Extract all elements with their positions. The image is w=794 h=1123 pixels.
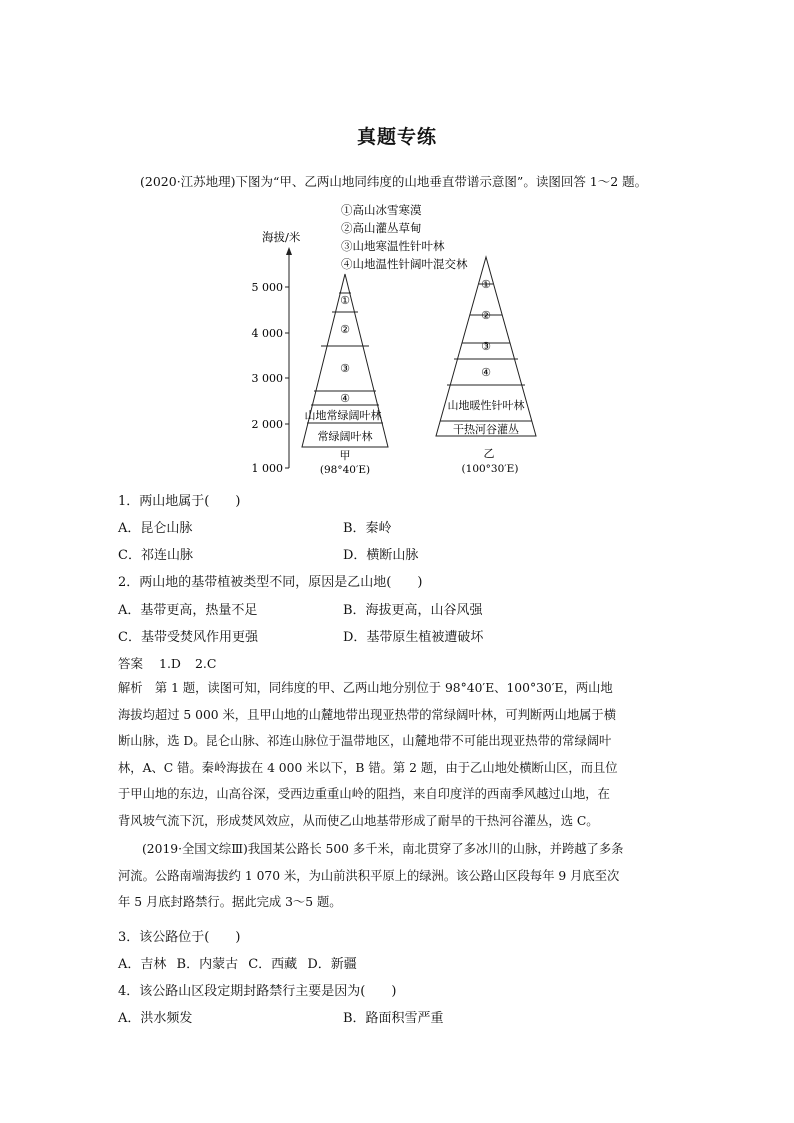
jia-base-label-1: 山地常绿阔叶林 bbox=[304, 409, 382, 422]
q1-option-b[interactable]: B．秦岭 bbox=[343, 521, 392, 536]
q2-option-d[interactable]: D．基带原生植被遭破坏 bbox=[343, 630, 484, 645]
q3-options bbox=[118, 953, 357, 972]
yi-base-label-2: 干热河谷灌丛 bbox=[453, 423, 519, 436]
y-axis-arrow bbox=[286, 247, 292, 255]
answer-1: 1.D bbox=[159, 656, 181, 671]
mountain-jia-labels bbox=[305, 294, 382, 476]
q4-option-a[interactable]: A．洪水频发 bbox=[118, 1011, 193, 1026]
q2-option-a[interactable]: A．基带更高，热量不足 bbox=[118, 603, 258, 618]
analysis-line: 解析 第 1 题，读图可知，同纬度的甲、乙两山地分别位于 98°40′E、100°30′E，两山地 bbox=[118, 681, 613, 695]
legend-item-4: ④山地温性针阔叶混交林 bbox=[341, 257, 468, 271]
jia-zone-3: ③ bbox=[340, 362, 350, 375]
analysis-block bbox=[118, 675, 688, 834]
y-tick-4000: 4 000 bbox=[251, 327, 283, 340]
q3-option-a[interactable]: A．吉林 bbox=[118, 957, 167, 972]
q3-option-d[interactable]: D．新疆 bbox=[307, 957, 357, 972]
question-intro-1: (2020·江苏地理)下图为“甲、乙两山地同纬度的山地垂直带谱示意图”。读图回答 1～2 题。 bbox=[140, 174, 648, 189]
y-axis-label: 海拔/米 bbox=[262, 230, 301, 244]
analysis-line: 林，A、C 错。秦岭海拔在 4 000 米以下，B 错。第 2 题，由于乙山地处横断山区，而且位 bbox=[118, 760, 618, 775]
y-tick-1000: 1 000 bbox=[251, 462, 283, 475]
q3-option-b[interactable]: B．内蒙古 bbox=[176, 957, 239, 972]
yi-zone-1: ① bbox=[481, 278, 491, 291]
jia-zone-2: ② bbox=[340, 323, 350, 336]
jia-base-label-2: 常绿阔叶林 bbox=[317, 430, 373, 443]
jia-name: 甲 bbox=[339, 449, 351, 462]
y-axis-ticks bbox=[252, 281, 290, 475]
page-title: 真题专练 bbox=[356, 126, 437, 148]
q1-option-c[interactable]: C．祁连山脉 bbox=[118, 548, 193, 563]
jia-coord: (98°40′E) bbox=[319, 464, 371, 476]
analysis-line: 于甲山地的东边，山高谷深，受西边重重山岭的阻挡，来自印度洋的西南季风越过山地，在 bbox=[118, 787, 610, 801]
legend-item-3: ③山地寒温性针叶林 bbox=[341, 239, 445, 253]
q1-stem: 1．两山地属于( ) bbox=[118, 494, 241, 509]
y-tick-3000: 3 000 bbox=[251, 372, 283, 385]
q1-option-a[interactable]: A．昆仑山脉 bbox=[118, 521, 193, 536]
yi-zone-3: ③ bbox=[481, 340, 491, 353]
q2-stem: 2．两山地的基带植被类型不同，原因是乙山地( ) bbox=[118, 575, 423, 590]
q4-option-b[interactable]: B．路面积雪严重 bbox=[343, 1011, 444, 1026]
yi-base-label-1: 山地暖性针叶林 bbox=[447, 399, 525, 412]
yi-name: 乙 bbox=[483, 447, 495, 460]
vertical-zonation-figure bbox=[0, 195, 794, 495]
mountain-yi-labels bbox=[448, 278, 525, 475]
analysis-line: 海拔均超过 5 000 米，且甲山地的山麓地带出现亚热带的常绿阔叶林，可判断两山地属于横 bbox=[118, 707, 617, 722]
analysis-line: 背风坡气流下沉，形成焚风效应，从而使乙山地基带形成了耐旱的干热河谷灌丛，选 C。 bbox=[118, 813, 599, 828]
yi-coord: (100°30′E) bbox=[461, 463, 519, 475]
q1-option-d[interactable]: D．横断山脉 bbox=[343, 548, 419, 563]
y-tick-2000: 2 000 bbox=[251, 418, 283, 431]
question-intro-2 bbox=[118, 836, 688, 916]
q2-option-c[interactable]: C．基带受焚风作用更强 bbox=[118, 630, 258, 645]
q3-option-c[interactable]: C．西藏 bbox=[248, 957, 298, 972]
intro2-line: 河流。公路南端海拔约 1 070 米，为山前洪积平原上的绿洲。该公路山区段每年 9 月底至次 bbox=[118, 868, 620, 883]
q3-stem: 3．该公路位于( ) bbox=[118, 930, 241, 945]
y-tick-5000: 5 000 bbox=[251, 281, 283, 294]
answer-line bbox=[118, 654, 226, 672]
answer-2: 2.C bbox=[194, 656, 217, 671]
q4-stem: 4．该公路山区段定期封路禁行主要是因为( ) bbox=[118, 984, 397, 999]
yi-zone-4: ④ bbox=[481, 366, 491, 379]
legend-item-1: ①高山冰雪寒漠 bbox=[341, 203, 422, 217]
intro2-line: 年 5 月底封路禁行。据此完成 3～5 题。 bbox=[118, 895, 342, 909]
intro2-line: (2019·全国文综Ⅲ)我国某公路长 500 多千米，南北贯穿了多冰川的山脉，并跨越了多条 bbox=[142, 842, 624, 856]
analysis-line: 断山脉，选 D。昆仑山脉、祁连山脉位于温带地区，山麓地带不可能出现亚热带的常绿阔叶 bbox=[118, 734, 612, 748]
jia-zone-4: ④ bbox=[340, 392, 350, 405]
q2-option-b[interactable]: B．海拔更高，山谷风强 bbox=[343, 603, 483, 618]
answer-label: 答案 bbox=[118, 656, 144, 671]
jia-zone-1: ① bbox=[340, 294, 350, 307]
yi-zone-2: ② bbox=[481, 309, 491, 322]
legend-item-2: ②高山灌丛草甸 bbox=[341, 221, 422, 235]
